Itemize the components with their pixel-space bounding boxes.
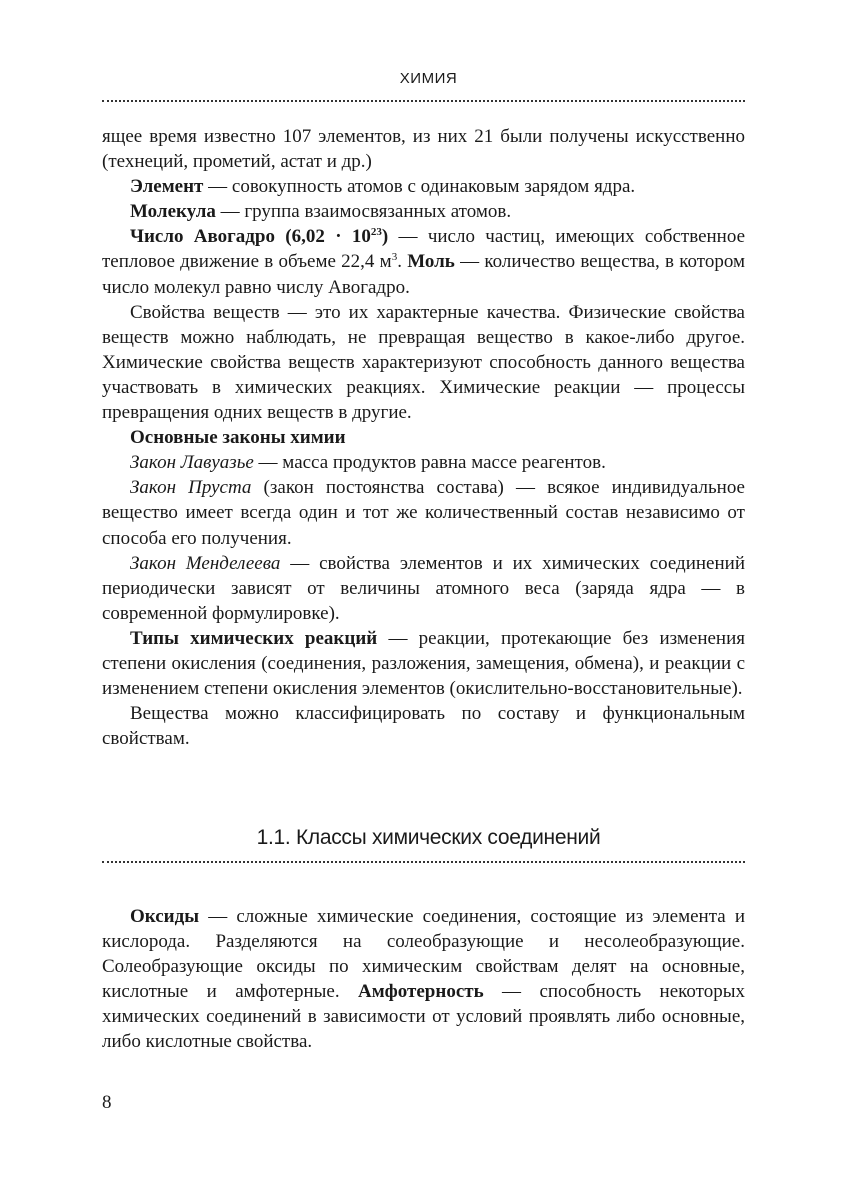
term-oxides: Оксиды: [130, 906, 200, 927]
term-mendeleev: Закон Менделеева: [130, 552, 281, 574]
term-molecule: Молекула: [130, 201, 216, 223]
term-mole: Моль: [407, 251, 455, 273]
section-title: 1.1. Классы химических соединений: [256, 826, 601, 849]
paragraph-classify: Вещества можно классифицировать по составу и функциональным свойствам.: [102, 703, 745, 750]
main-text: [102, 124, 745, 751]
paragraph-reactions: Типы химических реакций — реакции, протекающие без изменения степени окисления (соединения, разложения, замещения, обмена), и реакции с изменением степени окисления элементов (окислительно-восстановительные).: [102, 627, 745, 700]
header-divider: [102, 100, 745, 102]
paragraph-molecule: Молекула — группа взаимосвязанных атомов.: [130, 201, 512, 223]
term-reactions: Типы химических реакций: [130, 627, 378, 649]
paragraph-oxides: Оксиды — сложные химические соединения, состоящие из элемента и кислорода. Разделяются на солеобразующие и несолеобразующие. Солеобразующие оксиды по химическим свойствам делят на основные, кислотные и амфотерные. Амфотерность — способность некоторых химических соединений в зависимости от условий проявлять либо основные, либо кислотные свойства.: [102, 906, 745, 1053]
term-element: Элемент: [130, 176, 204, 198]
paragraph-proust: Закон Пруста (закон постоянства состава) — всякое индивидуальное вещество имеет всегда один и тот же количественный состав независимо от способа его получения.: [102, 477, 745, 549]
paragraph-avogadro: Число Авогадро $(6,02 \cdot 10^{23})$ — число частиц, имеющих собственное тепловое движение в объеме 22,4 $м^3$. Моль — количество вещества, в котором число молекул равно числу Авогадро.: [102, 226, 745, 298]
section-divider: [102, 861, 745, 863]
paragraph-element: Элемент — совокупность атомов с одинаковым зарядом ядра.: [130, 176, 636, 198]
paragraph-continuation: ящее время известно 107 элементов, из них 21 были получены искусственно (технеций, прометий, астат и др.): [102, 126, 745, 173]
paragraph-properties: Свойства веществ — это их характерные качества. Физические свойства веществ можно наблюдать, не превращая вещество в какое-либо другое. Химические свойства веществ характеризуют способность данного вещества участвовать в химических реакциях. Химические реакции — процессы превращения одних веществ в другие.: [102, 301, 745, 424]
term-proust: Закон Пруста: [130, 477, 252, 499]
term-lavoisier: Закон Лавуазье: [130, 452, 254, 474]
term-amphoterism: Амфотерность: [357, 981, 484, 1003]
section-text: [102, 904, 745, 1055]
laws-heading: Основные законы химии: [130, 427, 346, 449]
paragraph-mendeleev: Закон Менделеева — свойства элементов и их химических соединений периодически зависят от величины атомного веса (заряда ядра — в современной формулировке).: [102, 552, 745, 624]
running-head: ХИМИЯ: [399, 70, 458, 87]
paragraph-lavoisier: Закон Лавуазье — масса продуктов равна массе реагентов.: [130, 452, 606, 474]
term-avogadro: Число Авогадро $(6,02 \cdot 10^{23})$: [130, 226, 389, 248]
page-number: 8: [102, 1092, 112, 1113]
